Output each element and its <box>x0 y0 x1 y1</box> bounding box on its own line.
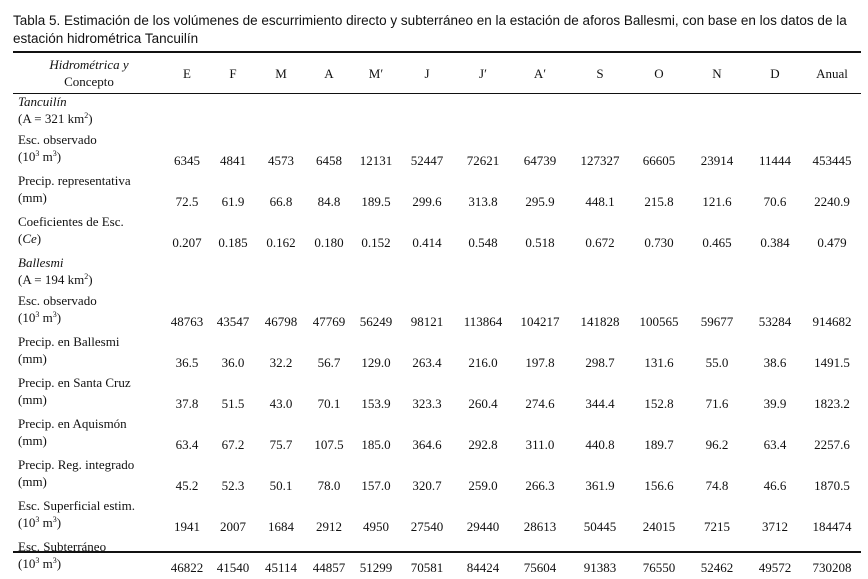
table-cell: 64739 <box>523 153 557 168</box>
annual-cell: 0.479 <box>817 235 847 250</box>
table-row <box>13 333 861 374</box>
column-header-month: J <box>424 65 430 81</box>
station-area <box>18 111 93 126</box>
table-cell: 107.5 <box>314 437 344 452</box>
table-cell: 50.1 <box>269 478 293 493</box>
row-label-unit <box>18 514 165 531</box>
unit-part: 3 <box>52 515 57 524</box>
table-cell: 61.9 <box>221 194 245 209</box>
table-cell: 46822 <box>170 560 204 575</box>
table-cell: 46798 <box>264 314 298 329</box>
column-header-month: N <box>712 65 722 81</box>
table-cell: 63.4 <box>763 437 787 452</box>
table-cell: 76550 <box>642 560 676 575</box>
table-cell: 156.6 <box>644 478 674 493</box>
table-cell: 0.414 <box>412 235 442 250</box>
table-cell: 197.8 <box>525 355 555 370</box>
table-cell: 1941 <box>174 519 200 534</box>
table-cell: 75604 <box>523 560 557 575</box>
column-header-month: D <box>770 65 780 81</box>
header-concept-line2: Concepto <box>64 74 114 89</box>
unit-part: ) <box>36 231 42 246</box>
table-cell: 131.6 <box>644 355 674 370</box>
table-cell: 121.6 <box>702 194 732 209</box>
annual-cell: 1491.5 <box>814 355 850 370</box>
table-cell: 32.2 <box>269 355 293 370</box>
table-cell: 28613 <box>523 519 557 534</box>
table-cell: 313.8 <box>468 194 498 209</box>
table-cell: 75.7 <box>269 437 293 452</box>
table-cell: 27540 <box>410 519 444 534</box>
table-cell: 0.465 <box>702 235 732 250</box>
table-row <box>13 374 861 415</box>
column-header-month: S <box>596 65 604 81</box>
table-cell: 63.4 <box>175 437 199 452</box>
table-cell: 56249 <box>359 314 393 329</box>
table-cell: 55.0 <box>705 355 729 370</box>
table-cell: 72621 <box>466 153 500 168</box>
table-cell: 266.3 <box>525 478 555 493</box>
table-cell: 4950 <box>363 519 389 534</box>
row-label <box>13 172 165 213</box>
column-header-month: E <box>183 65 191 81</box>
row-label <box>13 374 165 415</box>
table-cell: 0.180 <box>314 235 344 250</box>
column-header-month: O <box>654 65 664 81</box>
table-cell: 67.2 <box>221 437 245 452</box>
row-label-concept: Precip. representativa <box>18 173 131 188</box>
table-cell: 104217 <box>520 314 560 329</box>
table-cell: 0.730 <box>644 235 674 250</box>
station-heading <box>13 93 861 131</box>
table-cell: 43547 <box>216 314 250 329</box>
table-cell: 29440 <box>466 519 500 534</box>
unit-part: ) <box>56 149 62 164</box>
table-cell: 215.8 <box>644 194 674 209</box>
unit-part: (mm) <box>18 351 47 366</box>
table-cell: 141828 <box>580 314 620 329</box>
table-cell: 37.8 <box>175 396 199 411</box>
table-cell: 24015 <box>642 519 676 534</box>
table-cell: 44857 <box>312 560 346 575</box>
column-header-month: A′ <box>533 65 547 81</box>
table-cell: 23914 <box>700 153 734 168</box>
station-area-part: 2 <box>84 272 89 281</box>
table-cell: 344.4 <box>585 396 615 411</box>
table-cell: 45.2 <box>175 478 199 493</box>
table-cell: 52.3 <box>221 478 245 493</box>
header-concept-line1: Hidrométrica y <box>49 57 129 72</box>
unit-part: (10 <box>18 310 36 325</box>
unit-part: (10 <box>18 556 36 571</box>
row-label-concept: Precip. Reg. integrado <box>18 457 135 472</box>
table-cell: 78.0 <box>317 478 341 493</box>
table-cell: 47769 <box>312 314 346 329</box>
table-cell: 71.6 <box>705 396 729 411</box>
row-label-unit <box>18 555 165 572</box>
row-label-concept: Esc. observado <box>18 293 97 308</box>
table-cell: 70.6 <box>763 194 787 209</box>
row-label-concept: Precip. en Santa Cruz <box>18 375 131 390</box>
table-row <box>13 456 861 497</box>
table-cell: 311.0 <box>525 437 555 452</box>
table-row <box>13 172 861 213</box>
table-cell: 52447 <box>410 153 444 168</box>
table-cell: 96.2 <box>705 437 729 452</box>
unit-part: (10 <box>18 515 36 530</box>
table-cell: 153.9 <box>361 396 391 411</box>
table-cell: 11444 <box>758 153 792 168</box>
table-cell: 0.152 <box>361 235 391 250</box>
table-cell: 49572 <box>758 560 792 575</box>
table-cell: 36.0 <box>221 355 245 370</box>
table-cell: 3712 <box>762 519 788 534</box>
table-cell: 0.185 <box>218 235 248 250</box>
unit-part: (mm) <box>18 433 47 448</box>
station-area-part: ) <box>88 111 93 126</box>
table-cell: 6345 <box>174 153 200 168</box>
annual-cell: 730208 <box>812 560 852 575</box>
unit-part: ) <box>56 310 62 325</box>
table-row <box>13 213 861 254</box>
table-cell: 323.3 <box>412 396 442 411</box>
runoff-table <box>13 53 861 579</box>
table-cell: 43.0 <box>269 396 293 411</box>
table-cell: 292.8 <box>468 437 498 452</box>
unit-part: ( <box>18 231 23 246</box>
row-label-unit <box>18 473 165 490</box>
table-cell: 50445 <box>583 519 617 534</box>
column-header-month: M <box>275 65 287 81</box>
unit-part: 3 <box>52 310 57 319</box>
column-header-month: J′ <box>479 65 487 81</box>
row-label-unit <box>18 148 165 165</box>
table-cell: 260.4 <box>468 396 498 411</box>
table-cell: 53284 <box>758 314 792 329</box>
table-cell: 127327 <box>580 153 620 168</box>
table-cell: 299.6 <box>412 194 442 209</box>
table-cell: 263.4 <box>412 355 442 370</box>
station-heading <box>13 254 861 292</box>
table-cell: 129.0 <box>361 355 391 370</box>
table-cell: 7215 <box>704 519 730 534</box>
table-cell: 56.7 <box>317 355 341 370</box>
table-cell: 0.518 <box>525 235 555 250</box>
column-header-concept <box>13 53 165 93</box>
table-cell: 1684 <box>268 519 294 534</box>
table-cell: 72.5 <box>175 194 199 209</box>
row-label <box>13 131 165 172</box>
table-cell: 39.9 <box>763 396 787 411</box>
row-label-concept: Esc. Superficial estim. <box>18 498 135 513</box>
table-cell: 46.6 <box>763 478 787 493</box>
unit-part: 3 <box>52 149 57 158</box>
station-area-part: ) <box>88 272 93 287</box>
unit-part: m <box>39 515 53 530</box>
unit-part: (10 <box>18 149 36 164</box>
row-label <box>13 497 165 538</box>
table-cell: 70.1 <box>317 396 341 411</box>
table-cell: 157.0 <box>361 478 391 493</box>
table-cell: 91383 <box>583 560 617 575</box>
table-row <box>13 292 861 333</box>
unit-part: ) <box>56 556 62 571</box>
table-cell: 38.6 <box>763 355 787 370</box>
station-area <box>18 272 93 287</box>
row-label <box>13 292 165 333</box>
annual-cell: 184474 <box>812 519 852 534</box>
unit-part: (mm) <box>18 190 47 205</box>
table-cell: 66.8 <box>269 194 293 209</box>
unit-part: 3 <box>35 556 40 565</box>
section-header-row <box>13 93 861 131</box>
column-header-month: A <box>324 65 334 81</box>
annual-cell: 1823.2 <box>814 396 850 411</box>
station-area-part: (A = 194 km <box>18 272 85 287</box>
station-name: Tancuilín <box>18 94 67 109</box>
annual-cell: 2257.6 <box>814 437 850 452</box>
table-cell: 84.8 <box>317 194 341 209</box>
table-cell: 361.9 <box>585 478 615 493</box>
table-cell: 36.5 <box>175 355 199 370</box>
table-cell: 84424 <box>466 560 500 575</box>
unit-part: m <box>39 310 53 325</box>
unit-part: 3 <box>52 556 57 565</box>
table-cell: 70581 <box>410 560 444 575</box>
table-cell: 2912 <box>316 519 342 534</box>
row-label-concept: Coeficientes de Esc. <box>18 214 124 229</box>
header-row <box>13 53 861 93</box>
annual-cell: 914682 <box>812 314 852 329</box>
table-cell: 448.1 <box>585 194 615 209</box>
table-row <box>13 538 861 579</box>
table-row <box>13 131 861 172</box>
unit-part: 3 <box>35 149 40 158</box>
table-cell: 185.0 <box>361 437 391 452</box>
row-label-concept: Esc. observado <box>18 132 97 147</box>
table-caption: Tabla 5. Estimación de los volúmenes de escurrimiento directo y subterráneo en la estación de aforos Ballesmi, con base en los datos de la estación hidrométrica Tancuilín <box>13 13 847 46</box>
row-label <box>13 456 165 497</box>
table-cell: 66605 <box>642 153 676 168</box>
table-cell: 52462 <box>700 560 734 575</box>
row-label-concept: Esc. Subterráneo <box>18 539 107 554</box>
row-label-unit <box>18 309 165 326</box>
row-label <box>13 213 165 254</box>
table-cell: 100565 <box>639 314 679 329</box>
row-label-concept: Precip. en Aquismón <box>18 416 127 431</box>
unit-part: (mm) <box>18 474 47 489</box>
table-cell: 4841 <box>220 153 246 168</box>
section-header-row <box>13 254 861 292</box>
row-label-unit <box>18 189 165 206</box>
table-cell: 189.5 <box>361 194 391 209</box>
table-cell: 274.6 <box>525 396 555 411</box>
row-label <box>13 538 165 579</box>
table-cell: 295.9 <box>525 194 555 209</box>
row-label <box>13 333 165 374</box>
table-cell: 6458 <box>316 153 342 168</box>
table-cell: 216.0 <box>468 355 498 370</box>
annual-cell: 453445 <box>812 153 852 168</box>
table-cell: 41540 <box>216 560 250 575</box>
row-label-unit <box>18 350 165 367</box>
station-name: Ballesmi <box>18 255 64 270</box>
table-cell: 440.8 <box>585 437 615 452</box>
station-area-part: 2 <box>84 111 89 120</box>
table-cell: 51.5 <box>221 396 245 411</box>
station-area-part: (A = 321 km <box>18 111 85 126</box>
column-header-month: M′ <box>368 65 384 81</box>
table-cell: 48763 <box>170 314 204 329</box>
row-label <box>13 415 165 456</box>
table-cell: 59677 <box>700 314 734 329</box>
table-row <box>13 497 861 538</box>
row-label-unit <box>18 391 165 408</box>
table-cell: 74.8 <box>705 478 729 493</box>
unit-part: (mm) <box>18 392 47 407</box>
unit-part: ) <box>56 515 62 530</box>
row-label-concept: Precip. en Ballesmi <box>18 334 120 349</box>
unit-part: m <box>39 149 53 164</box>
column-header-month: F <box>229 65 237 81</box>
unit-part: Ce <box>22 231 37 246</box>
row-label-unit <box>18 432 165 449</box>
table-cell: 189.7 <box>644 437 674 452</box>
table-cell: 0.207 <box>172 235 202 250</box>
unit-part: 3 <box>35 310 40 319</box>
table-cell: 320.7 <box>412 478 442 493</box>
unit-part: m <box>39 556 53 571</box>
row-label-unit <box>18 230 165 247</box>
table-cell: 4573 <box>268 153 294 168</box>
unit-part: 3 <box>35 515 40 524</box>
table-cell: 0.162 <box>266 235 296 250</box>
table-cell: 0.548 <box>468 235 498 250</box>
annual-cell: 1870.5 <box>814 478 850 493</box>
table-cell: 2007 <box>220 519 246 534</box>
table-cell: 51299 <box>359 560 393 575</box>
table-cell: 113864 <box>463 314 503 329</box>
table-cell: 364.6 <box>412 437 442 452</box>
table-row <box>13 415 861 456</box>
table-cell: 0.672 <box>585 235 615 250</box>
table-cell: 12131 <box>359 153 393 168</box>
table-cell: 0.384 <box>760 235 790 250</box>
table-cell: 45114 <box>264 560 298 575</box>
table-cell: 298.7 <box>585 355 615 370</box>
annual-cell: 2240.9 <box>814 194 850 209</box>
table-cell: 152.8 <box>644 396 674 411</box>
table-cell: 259.0 <box>468 478 498 493</box>
column-header-annual: Anual <box>816 65 848 81</box>
table-cell: 98121 <box>410 314 444 329</box>
